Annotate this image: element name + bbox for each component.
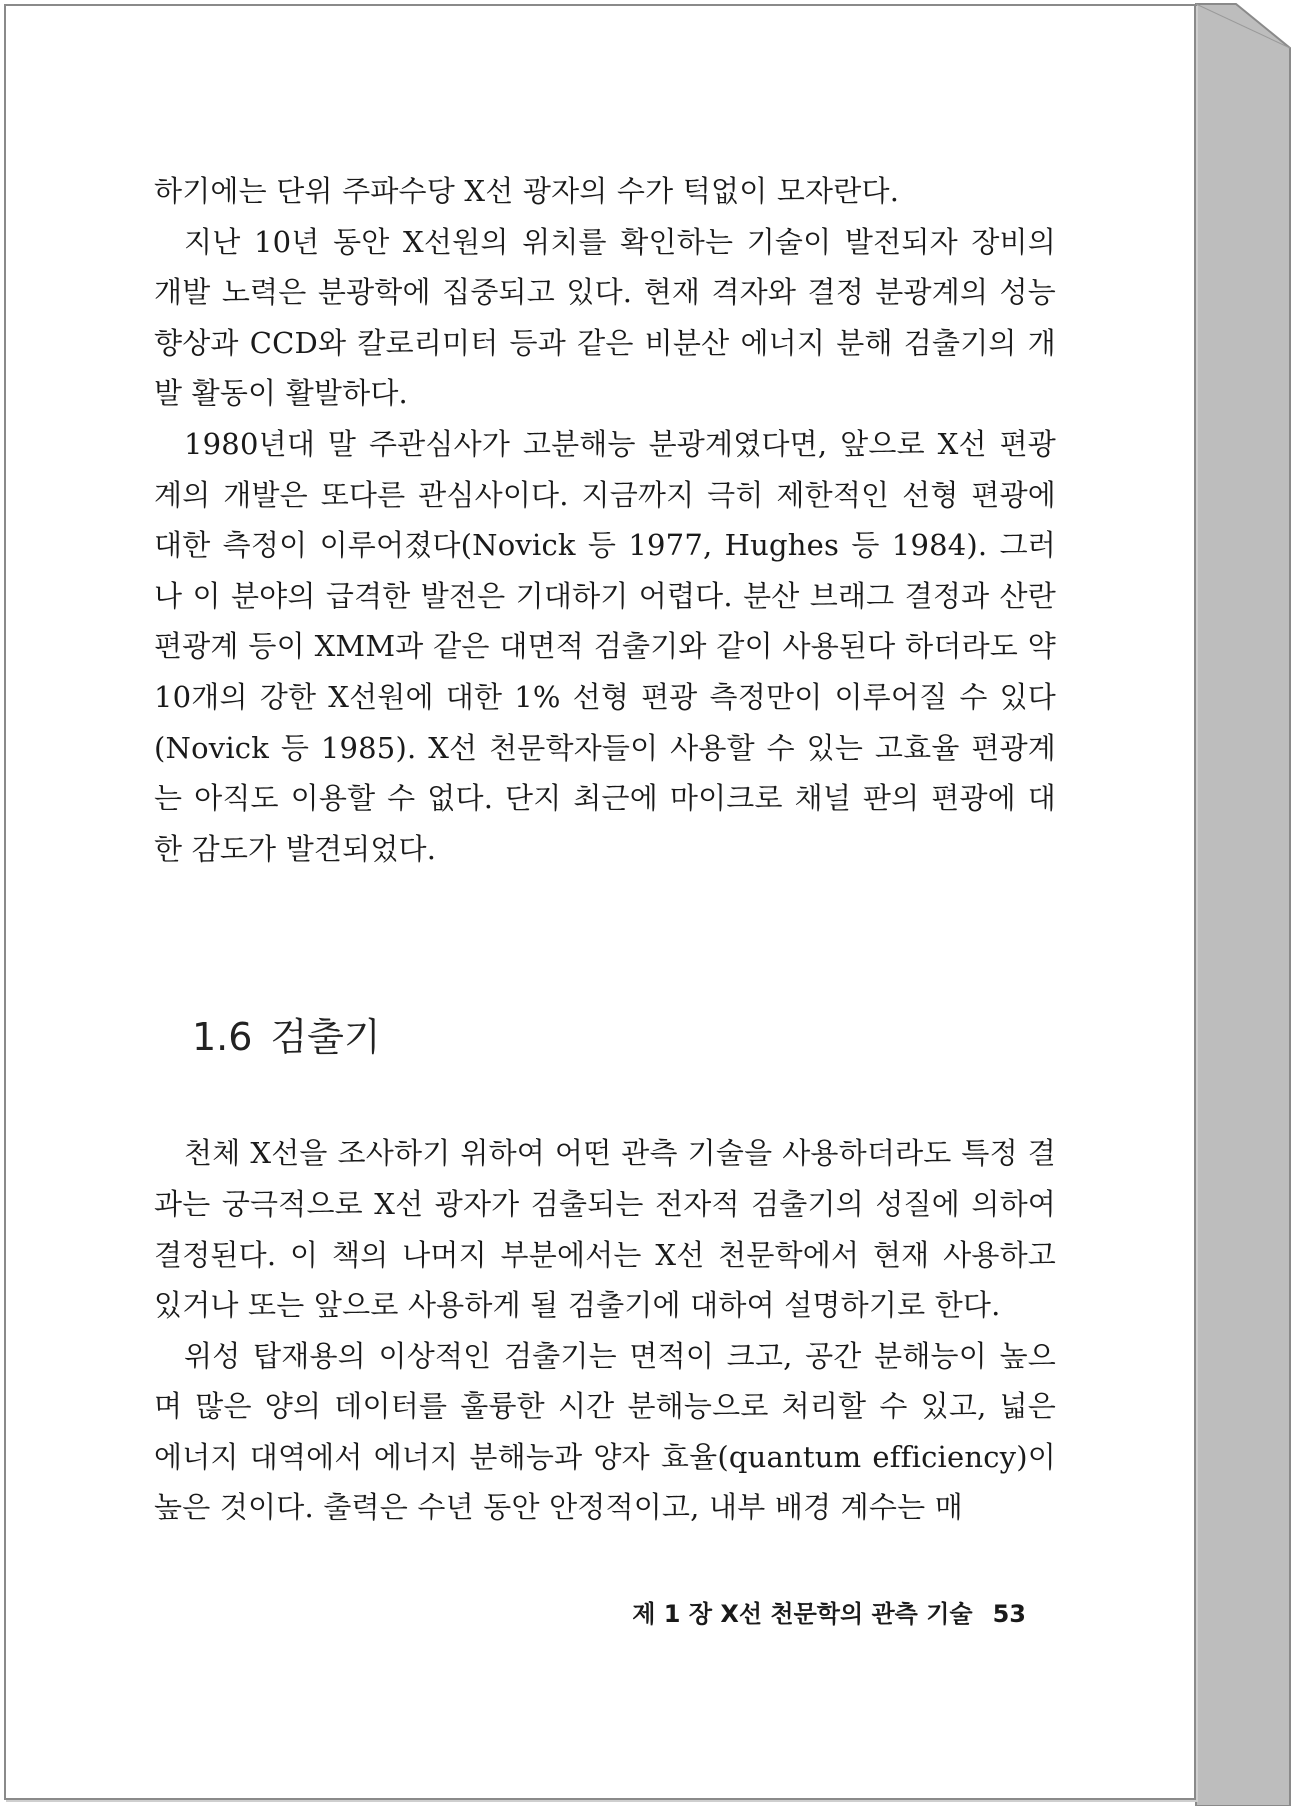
running-footer-chapter: 제 1 장 X선 천문학의 관측 기술: [632, 1600, 973, 1628]
page-body: [154, 166, 1056, 1533]
page-number: 53: [992, 1600, 1026, 1628]
page-footer: [606, 1594, 1026, 1629]
section-title: 검출기: [270, 1015, 381, 1060]
paragraph-polarimetry: 1980년대 말 주관심사가 고분해능 분광계였다면, 앞으로 X선 편광계의 개발은 또다른 관심사이다. 지금까지 극히 제한적인 선형 편광에 대한 측정이 이루어졌다(Novick 등 1977, Hughes 등 1984). 그러나 이 분야의 급격한 발전은 기대하기 어렵다. 분산 브래그 결정과 산란 편광계 등이 XMM과 같은 대면적 검출기와 같이 사용된다 하더라도 약 10개의 강한 X선원에 대한 1% 선형 편광 측정만이 이루어질 수 있다(Novick 등 1985). X선 천문학자들이 사용할 수 있는 고효율 편광계는 아직도 이용할 수 없다. 단지 최근에 마이크로 채널 판의 편광에 대한 감도가 발견되었다.: [154, 426, 1056, 866]
section-heading: [192, 1012, 1056, 1062]
paragraph-spectroscopy: 지난 10년 동안 X선원의 위치를 확인하는 기술이 발전되자 장비의 개발 노력은 분광학에 집중되고 있다. 현재 격자와 결정 분광계의 성능 향상과 CCD와 칼로리미터 등과 같은 비분산 에너지 분해 검출기의 개발 활동이 활발하다.: [154, 224, 1056, 411]
section-number: 1.6: [192, 1015, 253, 1060]
paragraph-continuation: 하기에는 단위 주파수당 X선 광자의 수가 턱없이 모자란다.: [154, 174, 900, 208]
book-page: [4, 4, 1196, 1800]
paragraph-ideal-detector: 위성 탑재용의 이상적인 검출기는 면적이 크고, 공간 분해능이 높으며 많은 양의 데이터를 훌륭한 시간 분해능으로 처리할 수 있고, 넓은 에너지 대역에서 에너지 분해능과 양자 효율(quantum efficiency)이 높은 것이다. 출력은 수년 동안 안정적이고, 내부 배경 계수는 매: [154, 1338, 1056, 1525]
paragraph-detectors-intro: 천체 X선을 조사하기 위하여 어떤 관측 기술을 사용하더라도 특정 결과는 궁극적으로 X선 광자가 검출되는 전자적 검출기의 성질에 의하여 결정된다. 이 책의 나머지 부분에서는 X선 천문학에서 현재 사용하고 있거나 또는 앞으로 사용하게 될 검출기에 대하여 설명하기로 한다.: [154, 1136, 1056, 1323]
